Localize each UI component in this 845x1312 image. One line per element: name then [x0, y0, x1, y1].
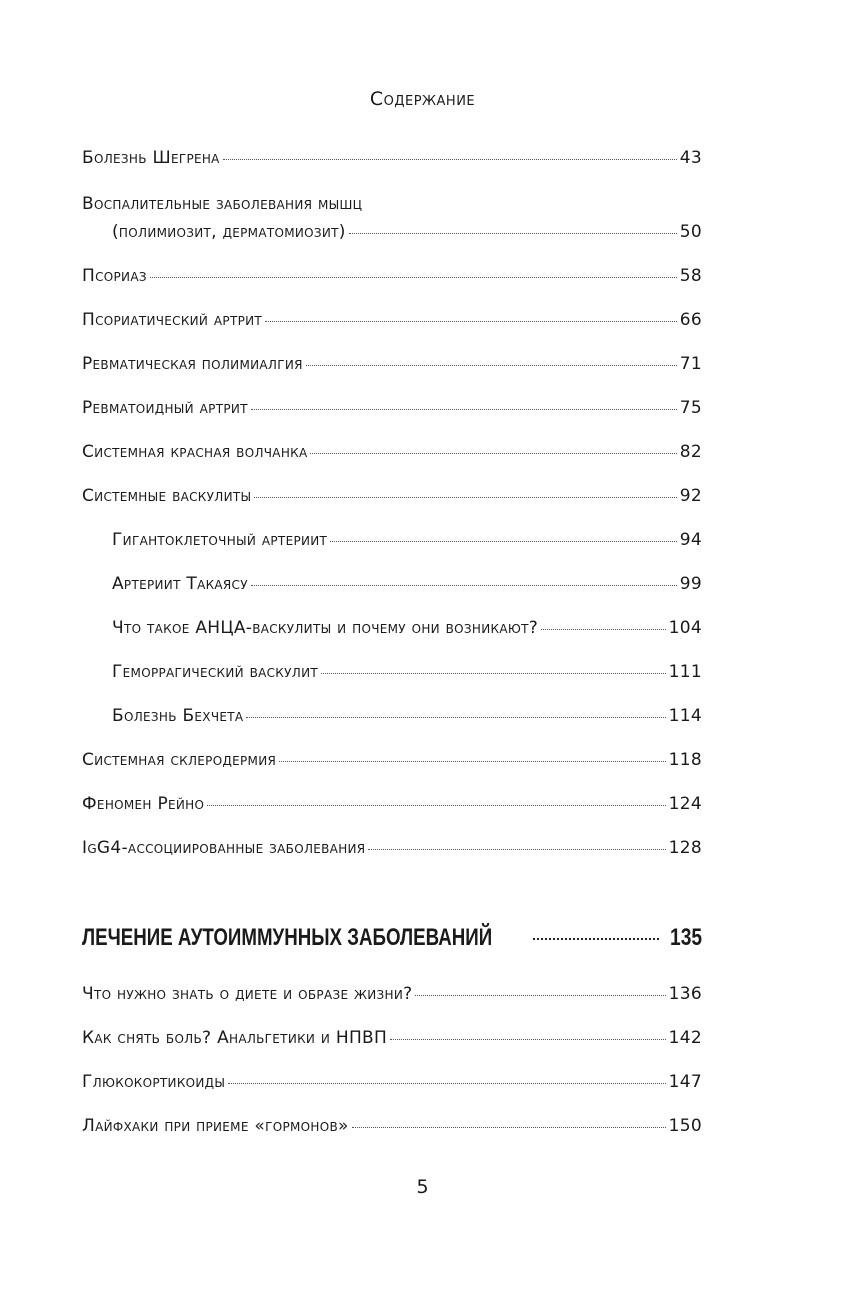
toc-entry-title: Гигантоклеточный артериит: [112, 530, 328, 550]
toc-entry-page: 50: [679, 222, 702, 242]
toc-section-heading: [82, 924, 702, 952]
toc-entry-title: Глюкокортикоиды: [82, 1072, 226, 1092]
toc-entry-page: 142: [668, 1028, 702, 1048]
toc-entry: [82, 1072, 702, 1092]
page-number: 5: [416, 1176, 429, 1198]
toc-entry: [82, 984, 702, 1004]
toc-entry-page: 124: [668, 794, 702, 814]
toc-entry-page: 99: [679, 574, 702, 594]
toc-entry-title: Болезнь Шегрена: [82, 148, 220, 168]
toc-entry: [82, 354, 702, 374]
toc-entry-title: Ревматоидный артрит: [82, 398, 248, 418]
dot-leader: [306, 365, 677, 366]
toc-entry-page: 150: [668, 1116, 702, 1136]
toc-entry-page: 111: [668, 662, 702, 682]
toc-subentry: [112, 618, 702, 638]
toc-entry-title: Феномен Рейно: [82, 794, 205, 814]
toc-entry: [82, 750, 702, 770]
toc-subentry: [112, 530, 702, 550]
toc-entry-title: Системные васкулиты: [82, 486, 252, 506]
toc-entry-page: 118: [668, 750, 702, 770]
toc-entry-title: Геморрагический васкулит: [112, 662, 318, 682]
toc-entry: [82, 794, 702, 814]
toc-entry-title: Болезнь Бехчета: [112, 706, 244, 726]
dot-leader: [368, 849, 665, 850]
dot-leader: [415, 995, 665, 996]
toc-section-title: ЛЕЧЕНИЕ АУТОИММУННЫХ ЗАБОЛЕВАНИЙ: [82, 924, 493, 951]
toc-entry-title: Как снять боль? Анальгетики и НПВП: [82, 1028, 388, 1048]
dot-leader: [254, 497, 676, 498]
toc-entry-page: 58: [679, 266, 702, 286]
toc-entry-title: Ревматическая полимиалгия: [82, 354, 303, 374]
toc-entry-title: Системная склеродермия: [82, 750, 277, 770]
dot-leader: [310, 453, 676, 454]
toc-entry: [82, 266, 702, 286]
toc-entry: [82, 310, 702, 330]
toc-entry-title: Что такое АНЦА-васкулиты и почему они возникают?: [112, 618, 539, 638]
dot-leader: [279, 761, 666, 762]
toc-subentry: [112, 706, 702, 726]
dot-leader: [330, 541, 677, 542]
toc-entry-page: 128: [668, 838, 702, 858]
toc-entry: [82, 1028, 702, 1048]
toc-entry: [82, 398, 702, 418]
toc-subentry: [112, 662, 702, 682]
dot-leader: [228, 1083, 665, 1084]
toc-entry-title: Псориатический артрит: [82, 310, 263, 330]
dot-leader: [223, 159, 677, 160]
toc-entry-title: Что нужно знать о диете и образе жизни?: [82, 984, 413, 1004]
dot-leader: [541, 629, 666, 630]
toc-entry-page: 75: [679, 398, 702, 418]
toc-entry-page: 147: [668, 1072, 702, 1092]
toc-entry-title: IgG4-ассоциированные заболевания: [82, 838, 366, 858]
toc-entry-title: Артериит Такаясу: [112, 574, 248, 594]
dot-leader: [352, 1127, 666, 1128]
toc-entry-title-line1: Воспалительные заболевания мышц: [82, 194, 363, 214]
dot-leader: [251, 409, 677, 410]
toc-entry-page: 82: [679, 442, 702, 462]
toc-entry: [82, 1116, 702, 1136]
toc-entry-page: 136: [668, 984, 702, 1004]
page-title: Содержание: [369, 88, 476, 110]
toc-subentry: [112, 574, 702, 594]
toc-section-page: 135: [669, 924, 702, 951]
dot-leader: [150, 277, 677, 278]
dot-leader: [207, 805, 665, 806]
toc-entry-page: 92: [679, 486, 702, 506]
toc-entry-page: 94: [679, 530, 702, 550]
toc-entry: [82, 442, 702, 462]
toc-entry-page: 43: [679, 148, 702, 168]
toc-entry: [112, 222, 702, 242]
dot-leader: [321, 673, 666, 674]
dot-leader: [246, 717, 665, 718]
dot-leader: [349, 233, 677, 234]
dot-leader: [251, 585, 677, 586]
toc-entry-title: Псориаз: [82, 266, 147, 286]
toc-entry-title: Лайфхаки при приеме «гормонов»: [82, 1116, 349, 1136]
toc-entry-page: 104: [668, 618, 702, 638]
toc-entry-page: 71: [679, 354, 702, 374]
dot-leader: [390, 1039, 666, 1040]
toc-entry-title: (полимиозит, дерматомиозит): [112, 222, 346, 242]
toc-entry: [82, 148, 702, 168]
toc-entry-page: 114: [668, 706, 702, 726]
toc-entry-page: 66: [679, 310, 702, 330]
toc-entry: [82, 838, 702, 858]
dot-leader: [533, 938, 659, 940]
dot-leader: [265, 321, 677, 322]
toc-entry-title: Системная красная волчанка: [82, 442, 308, 462]
toc-entry: [82, 486, 702, 506]
